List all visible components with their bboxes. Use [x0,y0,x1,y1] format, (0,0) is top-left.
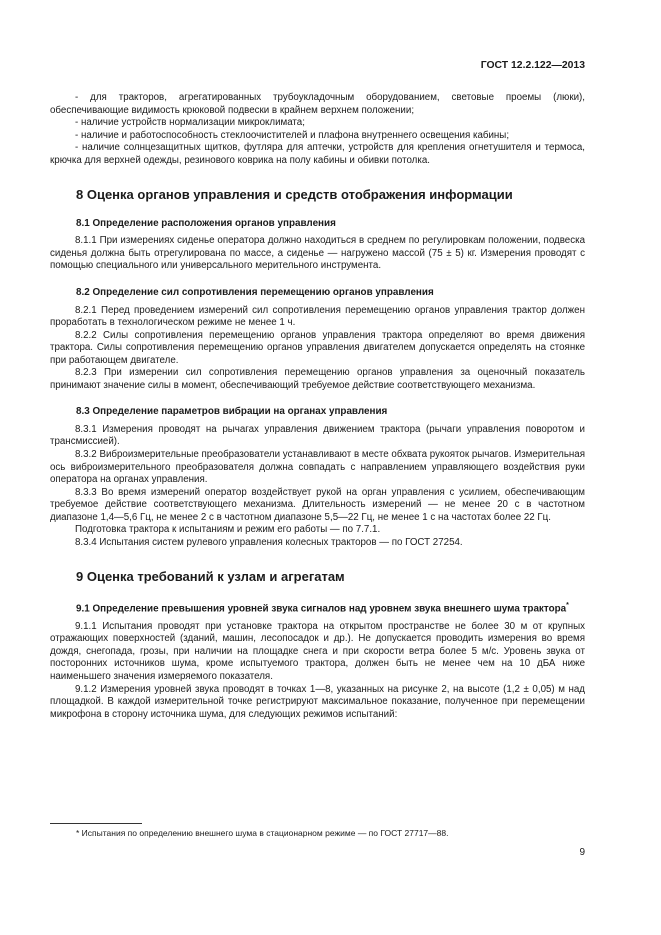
paragraph-9-1-2: 9.1.2 Измерения уровней звука проводят в точках 1—8, указанных на рисунке 2, на высоте (1,2 ± 0,05) м над площадкой. В каждой измерительной точке регистрируют максимальное показание, полученное при перемещении микрофона в сторону источника шума, для следующих режимов испытаний: [50,683,585,720]
subsection-8-1-title: 8.1 Определение расположения органов управления [76,217,336,229]
paragraph-8-3-4: 8.3.4 Испытания систем рулевого управления колесных тракторов — по ГОСТ 27254. [75,536,463,548]
subsection-8-3-title: 8.3 Определение параметров вибрации на органах управления [76,406,388,418]
paragraph-8-1-1: 8.1.1 При измерениях сиденье оператора должно находиться в среднем по регулировкам положении, подвеска сиденья должна быть отрегулирована по массе, а сиденье — нагружено массой (75 ± 5) кг. Измерения проводят с помощью специального или универсального мерительного инструмента. [50,235,585,272]
paragraph-9-1-1: 9.1.1 Испытания проводят при установке трактора на открытом пространстве не более 30 м от крупных отражающих поверхностей (зданий, машин, лесопосадок и др.). Не допускается проводить измерения во время дождя, снегопада, грозы, при наличии на площадке снега и при скорости ветра более 5 м/с. Уровень звука от посторонних источников шума, кроме испытуемого трактора, должен быть не менее чем на 10 дБА ниже наименьшего значения измеряемого показателя. [50,620,585,682]
paragraph-8-3-3: 8.3.3 Во время измерений оператор воздействует рукой на орган управления с усилием, обеспечивающим требуемое действие соответствующего механизма. Длительность измерений — не менее 20 с в частотном диапазоне 1,4—5,6 Гц, не менее 2 с в частотном диапазоне 5,5—22 Гц, не менее 1 с на частотах более 22 Гц. [50,486,585,523]
paragraph-8-3-2: 8.3.2 Виброизмерительные преобразователи устанавливают в месте обхвата рукояток рычагов. Измерительная ось виброизмерительного преобразователя должна совпадать с направлением управляющего воздействия руки оператора на органах управления. [50,449,585,486]
footnote-divider [50,823,142,824]
list-item: - наличие устройств нормализации микроклимата; [75,117,305,129]
subsection-9-1-title-text: 9.1 Определение превышения уровней звука сигналов над уровнем звука внешнего шума трактора [76,603,567,615]
page-content [50,92,585,721]
paragraph-8-3-1: 8.3.1 Измерения проводят на рычагах управления движением трактора (рычаги управления поворотом и трансмиссией). [50,423,585,448]
page-number: 9 [579,847,585,858]
paragraph-8-2-1: 8.2.1 Перед проведением измерений сил сопротивления перемещению органов управления трактор должен проработать в технологическом режиме не менее 1 ч. [50,304,585,329]
section-9-title: 9 Оценка требований к узлам и агрегатам [76,569,345,585]
list-item: - наличие и работоспособность стеклоочистителей и плафона внутреннего освещения кабины; [75,129,510,141]
subsection-9-1-title [76,600,585,616]
footnote-marker: * [566,601,569,609]
footnote: * Испытания по определению внешнего шума в стационарном режиме — по ГОСТ 27717—88. [76,828,449,838]
list-item: - для тракторов, агрегатированных трубоукладочным оборудованием, световые проемы (люки), обеспечивающие видимость крюковой подвески в крайнем верхнем положении; [50,92,585,116]
paragraph-8-2-2: 8.2.2 Силы сопротивления перемещению органов управления трактора определяют во время движения трактора. Силы сопротивления перемещению органов управления двигателем допускается определять на стоянке при работающем двигателе. [50,329,585,366]
subsection-8-2-title: 8.2 Определение сил сопротивления перемещению органов управления [76,287,434,299]
list-item: - наличие солнцезащитных щитков, футляра для аптечки, устройств для крепления огнетушителя и термоса, крючка для верхней одежды, резинового коврика на полу кабины и обивки потолка. [50,142,585,166]
standard-header: ГОСТ 12.2.122—2013 [480,60,585,71]
paragraph-preparation: Подготовка трактора к испытаниям и режим его работы — по 7.7.1. [75,524,381,536]
section-8-title: 8 Оценка органов управления и средств отображения информации [76,187,513,203]
paragraph-8-2-3: 8.2.3 При измерении сил сопротивления перемещению органов управления за оценочный показатель принимают значение силы в момент, обеспечивающий требуемое действие соответствующего механизма. [50,367,585,391]
